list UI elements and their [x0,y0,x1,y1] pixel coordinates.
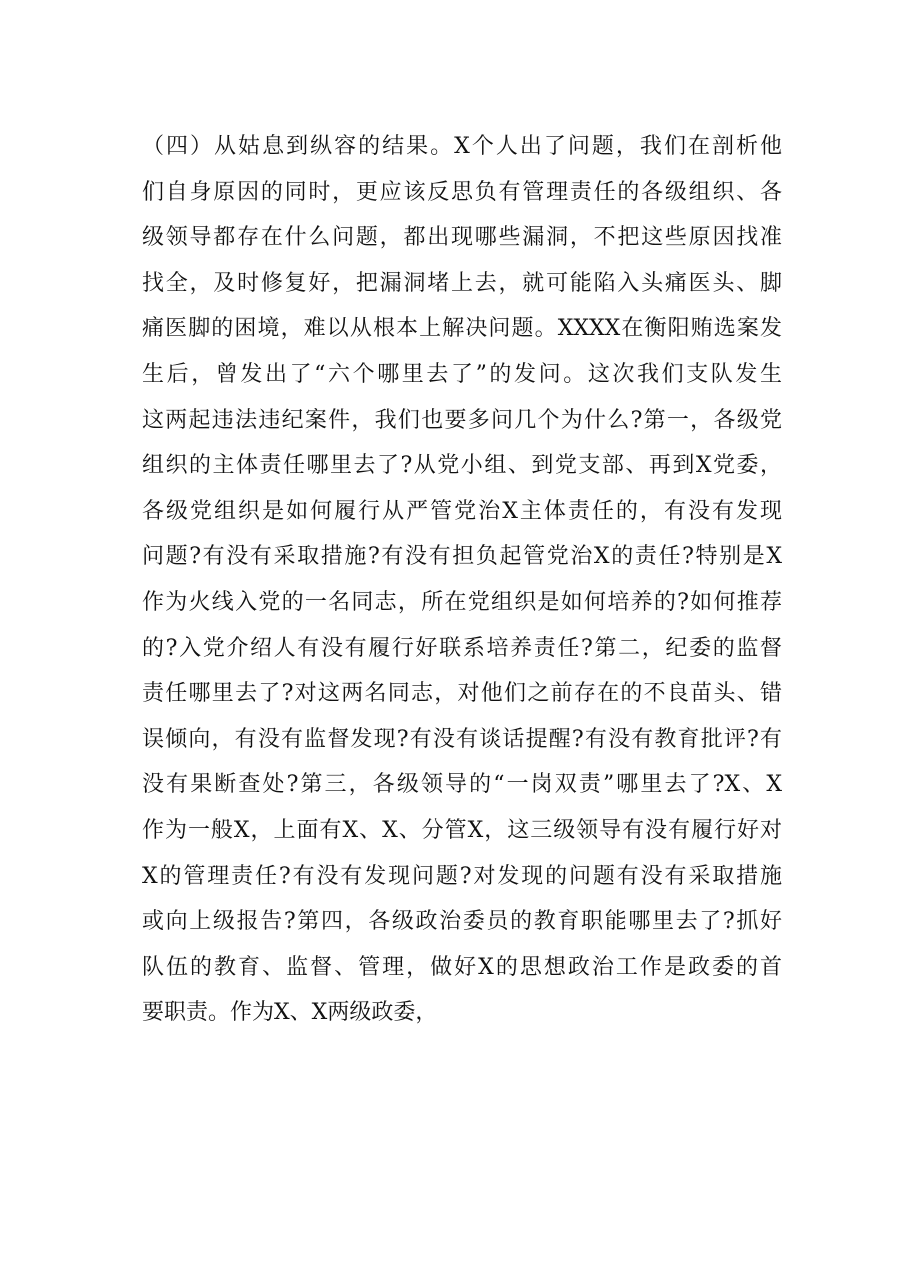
text-line: 生后，曾发出了“六个哪里去了”的发问。这次我们支队发生 [142,361,782,387]
text-line: 的?入党介绍人有没有履行好联系培养责任?第二，纪委的监督 [142,635,782,661]
text-line: 找全，及时修复好，把漏洞堵上去，就可能陷入头痛医头、脚 [142,270,782,296]
text-line: （四）从姑息到纵容的结果。X个人出了问题，我们在剖析他 [142,134,782,159]
body-paragraph [142,124,782,1036]
text-line: 责任哪里去了?对这两名同志，对他们之前存在的不良苗头、错 [142,681,782,707]
text-line: 没有果断查处?第三，各级领导的“一岗双责”哪里去了?X、X [142,772,782,798]
text-line: 问题?有没有采取措施?有没有担负起管党治X的责任?特别是X [142,544,782,570]
text-line: 要职责。作为X、X两级政委， [142,1000,438,1026]
text-line: 组织的主体责任哪里去了?从党小组、到党支部、再到X党委， [142,453,782,479]
text-line: 级领导都存在什么问题，都出现哪些漏洞，不把这些原因找准 [142,225,782,251]
text-line: 误倾向，有没有监督发现?有没有谈话提醒?有没有教育批评?有 [142,726,782,752]
text-line: 或向上级报告?第四，各级政治委员的教育职能哪里去了?抓好 [142,909,782,935]
text-line: 队伍的教育、监督、管理，做好X的思想政治工作是政委的首 [142,954,782,980]
text-line: X的管理责任?有没有发现问题?对发现的问题有没有采取措施 [142,863,782,889]
text-line: 作为一般X，上面有X、X、分管X，这三级领导有没有履行好对 [142,817,782,843]
text-line: 们自身原因的同时，更应该反思负有管理责任的各级组织、各 [142,179,782,205]
text-line: 各级党组织是如何履行从严管党治X主体责任的，有没有发现 [142,498,782,524]
text-line: 痛医脚的困境，难以从根本上解决问题。XXXX在衡阳贿选案发 [142,316,782,342]
text-line: 作为火线入党的一名同志，所在党组织是如何培养的?如何推荐 [142,589,782,615]
text-line: 这两起违法违纪案件，我们也要多问几个为什么?第一，各级党 [142,407,782,433]
